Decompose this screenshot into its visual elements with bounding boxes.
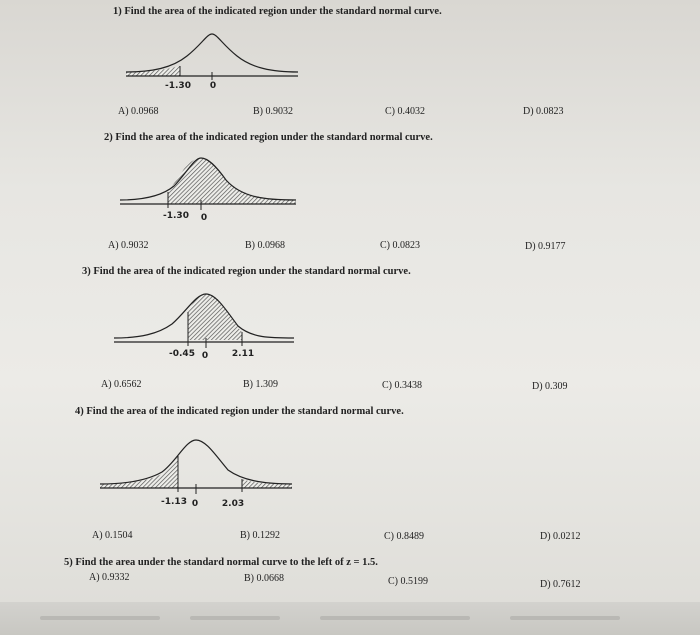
shaded-region-q2 <box>168 158 296 204</box>
tick-label-q2-a: -1.30 <box>163 211 189 221</box>
bleed-through-mark <box>440 70 443 81</box>
option-4a[interactable]: A) 0.1504 <box>92 530 133 541</box>
option-1d[interactable]: D) 0.0823 <box>523 106 564 117</box>
question-5-prompt: 5) Find the area under the standard normal curve to the left of z = 1.5. <box>64 557 378 568</box>
tick-label-q1-a: -1.30 <box>165 81 191 91</box>
question-2-prompt: 2) Find the area of the indicated region under the standard normal curve. <box>104 132 433 143</box>
tick-label-q4-a: -1.13 <box>161 497 187 507</box>
option-3c[interactable]: C) 0.3438 <box>382 380 422 391</box>
shaded-region-q1 <box>126 66 180 76</box>
normal-curve-figure-3 <box>110 288 300 368</box>
tick-label-q2-b: 0 <box>200 213 208 223</box>
option-2d[interactable]: D) 0.9177 <box>525 241 566 252</box>
option-5b[interactable]: B) 0.0668 <box>244 573 284 584</box>
next-page-edge <box>0 602 700 635</box>
option-2a[interactable]: A) 0.9032 <box>108 240 149 251</box>
question-1-prompt: 1) Find the area of the indicated region under the standard normal curve. <box>113 6 442 17</box>
option-3d[interactable]: D) 0.309 <box>532 381 568 392</box>
tick-label-q3-b: 0 <box>201 351 209 361</box>
option-3b[interactable]: B) 1.309 <box>243 379 278 390</box>
tick-label-q4-c: 2.03 <box>221 499 245 509</box>
option-3a[interactable]: A) 0.6562 <box>101 379 142 390</box>
normal-curve-q4 <box>100 440 292 484</box>
question-3-prompt: 3) Find the area of the indicated region under the standard normal curve. <box>82 266 411 277</box>
option-1c[interactable]: C) 0.4032 <box>385 106 425 117</box>
tick-label-q4-b: 0 <box>191 499 199 509</box>
option-1b[interactable]: B) 0.9032 <box>253 106 293 117</box>
normal-curve-figure-4 <box>96 432 296 516</box>
option-2c[interactable]: C) 0.0823 <box>380 240 420 251</box>
option-4d[interactable]: D) 0.0212 <box>540 531 581 542</box>
question-4-prompt: 4) Find the area of the indicated region under the standard normal curve. <box>75 406 404 417</box>
normal-curve-figure-1 <box>122 26 302 92</box>
normal-curve-q1 <box>126 34 298 72</box>
option-2b[interactable]: B) 0.0968 <box>245 240 285 251</box>
option-5d[interactable]: D) 0.7612 <box>540 579 581 590</box>
normal-curve-figure-2 <box>116 152 300 224</box>
option-5a[interactable]: A) 0.9332 <box>89 572 130 583</box>
option-5c[interactable]: C) 0.5199 <box>388 576 428 587</box>
option-4c[interactable]: C) 0.8489 <box>384 531 424 542</box>
option-4b[interactable]: B) 0.1292 <box>240 530 280 541</box>
tick-label-q3-c: 2.11 <box>231 349 255 359</box>
tick-label-q3-a: -0.45 <box>169 349 195 359</box>
shaded-region-q3 <box>188 294 242 340</box>
option-1a[interactable]: A) 0.0968 <box>118 106 159 117</box>
tick-label-q1-b: 0 <box>209 81 217 91</box>
